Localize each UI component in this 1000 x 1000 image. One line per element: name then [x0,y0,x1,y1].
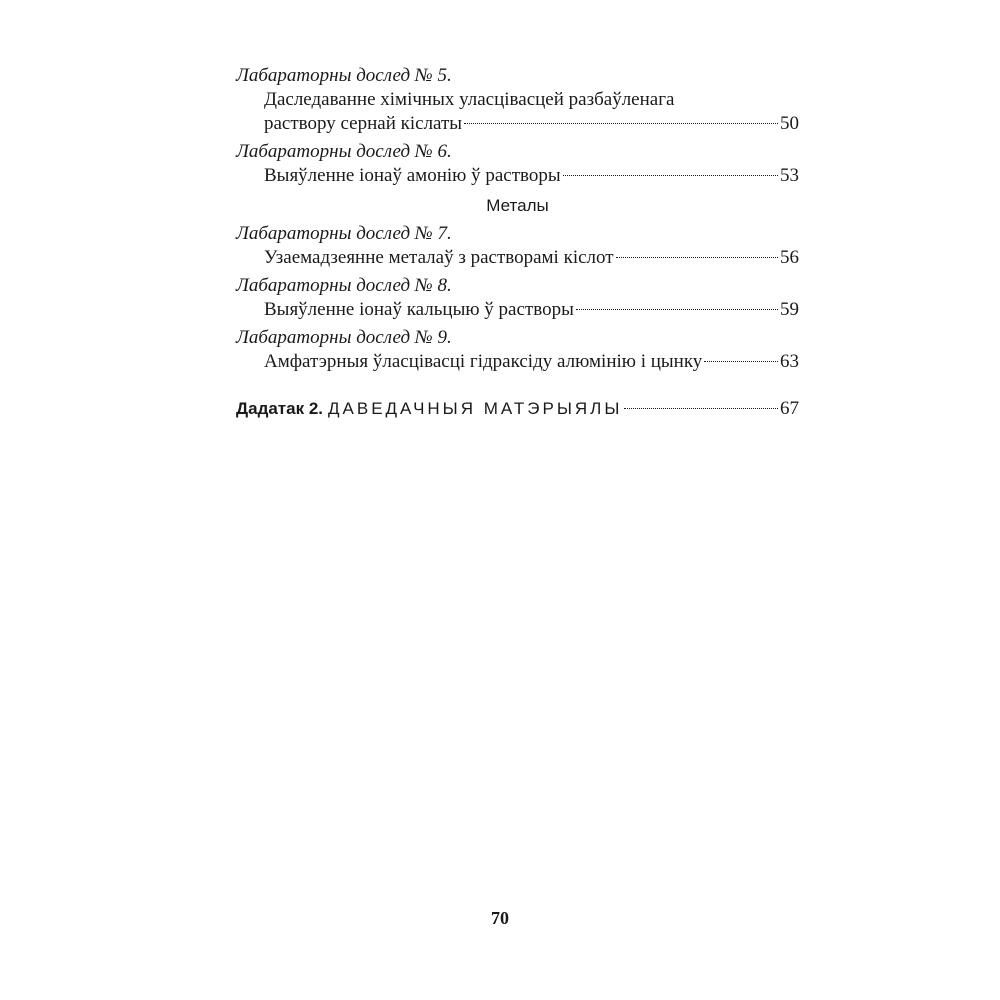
dot-leader [464,123,778,124]
dot-leader [616,257,778,258]
toc-entry-row [236,112,799,136]
toc-entry-label: Лабараторны дослед № 6. [236,141,452,162]
toc-page-number: 53 [780,165,799,186]
toc-entry-title-continued: раствору сернай кіслаты [264,113,463,134]
page-number: 70 [491,908,509,928]
toc-page-number: 50 [780,113,799,134]
toc-entry-label: Лабараторны дослед № 7. [236,223,452,244]
toc-appendix-2 [236,396,799,422]
dot-leader [576,309,778,310]
toc-page-number: 59 [780,299,799,320]
toc-entry-label: Лабараторны дослед № 9. [236,327,452,348]
toc-entry-title: Узаемадзеянне металаў з растворамі кіслот [264,247,614,268]
toc-entry-lab-7 [236,222,799,270]
dot-leader [624,408,778,409]
appendix-title: ДАВЕДАЧНЫЯ МАТЭРЫЯЛЫ [328,399,623,418]
toc-entry-label: Лабараторны дослед № 8. [236,275,452,296]
toc-entry-title: Даследаванне хімічных уласцівасцей разбаўленага [264,89,675,110]
appendix-label: Дадатак 2. [236,399,324,418]
toc-entry-row [236,350,799,374]
toc-entry-lab-8 [236,274,799,322]
section-heading-metals: Металы [486,196,549,215]
toc-entry-row [236,298,799,322]
dot-leader [563,175,778,176]
toc-entry-row [236,164,799,188]
toc-entry-title: Амфатэрныя ўласцівасці гідраксіду алюмінію і цынку [264,351,703,372]
toc-entry-row [236,246,799,270]
toc-entry-title: Выяўленне іонаў кальцыю ў растворы [264,299,574,320]
toc-page-number: 56 [780,247,799,268]
dot-leader [704,361,778,362]
toc-entry-lab-5 [236,64,799,136]
table-of-contents [236,64,799,422]
toc-entry-lab-9 [236,326,799,374]
toc-entry-lab-6 [236,140,799,188]
toc-entry-title: Выяўленне іонаў амонію ў растворы [264,165,561,186]
toc-page-number: 63 [780,351,799,372]
toc-page-number: 67 [780,398,799,419]
toc-entry-label: Лабараторны дослед № 5. [236,65,452,86]
